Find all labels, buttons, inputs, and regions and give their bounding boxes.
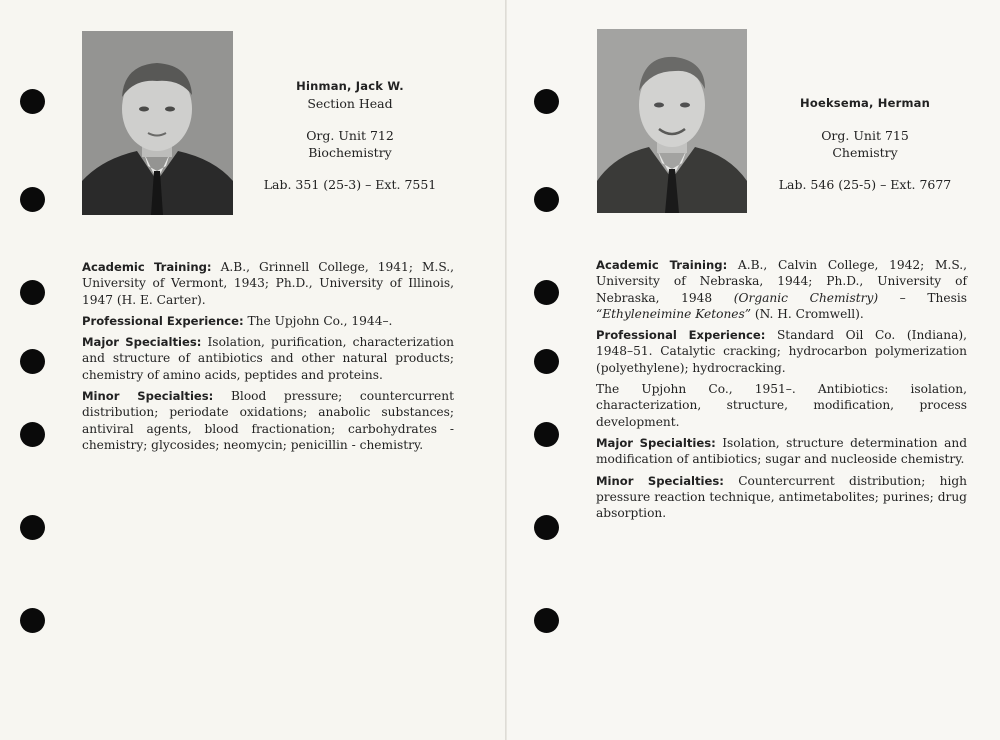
section-label: Professional Experience: (82, 313, 244, 328)
thesis-title: “Ethyleneimine Ketones” (596, 306, 751, 321)
section-text: The Upjohn Co., 1944–. (243, 313, 393, 328)
lab-extension: Lab. 546 (25-5) – Ext. 7677 (778, 177, 952, 192)
section-label: Academic Training: (82, 260, 212, 274)
major-specialties (596, 435, 967, 468)
section-text: Countercurrent distribution; high pressure reaction technique, antimetabolites; purines; drug absorption. (596, 473, 967, 521)
minor-specialties (596, 473, 967, 522)
section-text: A.B., Grinnell College, 1941; M.S., University of Vermont, 1943; Ph.D., University of Illinois, 1947 (H. E. Carter). (82, 260, 454, 307)
binder-hole (20, 89, 45, 114)
professional-experience (596, 327, 967, 376)
person-name: Hinman, Jack W. (296, 79, 404, 93)
binder-hole (534, 608, 559, 633)
section-label: Professional Experience: (596, 328, 766, 343)
department: Biochemistry (308, 145, 392, 160)
binder-hole (534, 187, 559, 212)
section-label: Academic Training: (596, 258, 728, 272)
binder-hole (20, 349, 45, 374)
binder-hole (20, 187, 45, 212)
section-label: Minor Specialties: (82, 389, 214, 404)
section-text: Blood pressure; countercurrent distribution; periodate oxidations; anabolic substances; antiviral agents, blood fractionation; carbohydrates - chemistry; glycosides; neomycin; penicillin - chemistry. (82, 389, 454, 452)
academic-training (82, 259, 454, 308)
bio-body (82, 259, 454, 458)
section-label: Major Specialties: (82, 335, 202, 350)
portrait-photo (82, 31, 233, 215)
binder-hole (534, 349, 559, 374)
section-text: A.B., Calvin College, 1942; M.S., University of Nebraska, 1944; Ph.D., University of Nebraska, 1948 (596, 258, 967, 305)
binder-hole (20, 280, 45, 305)
section-text-italic: (Organic Chemistry) (733, 290, 879, 305)
section-label: Major Specialties: (596, 435, 716, 450)
academic-training (596, 257, 967, 322)
right-page (507, 0, 1000, 740)
section-text: Isolation, structure determination and modification of antibiotics; sugar and nucleoside chemistry. (596, 435, 967, 467)
binder-hole (534, 280, 559, 305)
section-label: Minor Specialties: (596, 473, 724, 488)
org-unit: Org. Unit 715 (821, 128, 909, 143)
org-unit: Org. Unit 712 (306, 128, 394, 143)
section-text: Standard Oil Co. (Indiana), 1948–51. Catalytic cracking; hydrocarbon polymerization (polyethylene); hydrocracking. (596, 328, 968, 375)
bio-body (596, 257, 967, 526)
binder-hole (534, 422, 559, 447)
minor-specialties (82, 388, 454, 453)
binder-hole (20, 422, 45, 447)
binder-hole (20, 515, 45, 540)
section-text: – Thesis (878, 290, 967, 305)
section-text: Isolation, purification, characterization and structure of antibiotics and other natural products; chemistry of amino acids, peptides and proteins. (82, 335, 454, 382)
binder-hole (534, 89, 559, 114)
section-text: (N. H. Cromwell). (751, 306, 864, 321)
major-specialties (82, 334, 454, 383)
binder-hole (20, 608, 45, 633)
professional-experience (82, 313, 454, 329)
person-position: Section Head (307, 96, 393, 111)
lab-extension: Lab. 351 (25-3) – Ext. 7551 (263, 177, 437, 192)
upjohn-experience: The Upjohn Co., 1951–. Antibiotics: isolation, characterization, structure, modification, process development. (596, 382, 967, 429)
binder-hole (534, 515, 559, 540)
person-header (245, 78, 455, 193)
person-name: Hoeksema, Herman (800, 96, 930, 110)
person-header (765, 95, 965, 193)
portrait-photo (597, 29, 747, 213)
department: Chemistry (832, 145, 898, 160)
